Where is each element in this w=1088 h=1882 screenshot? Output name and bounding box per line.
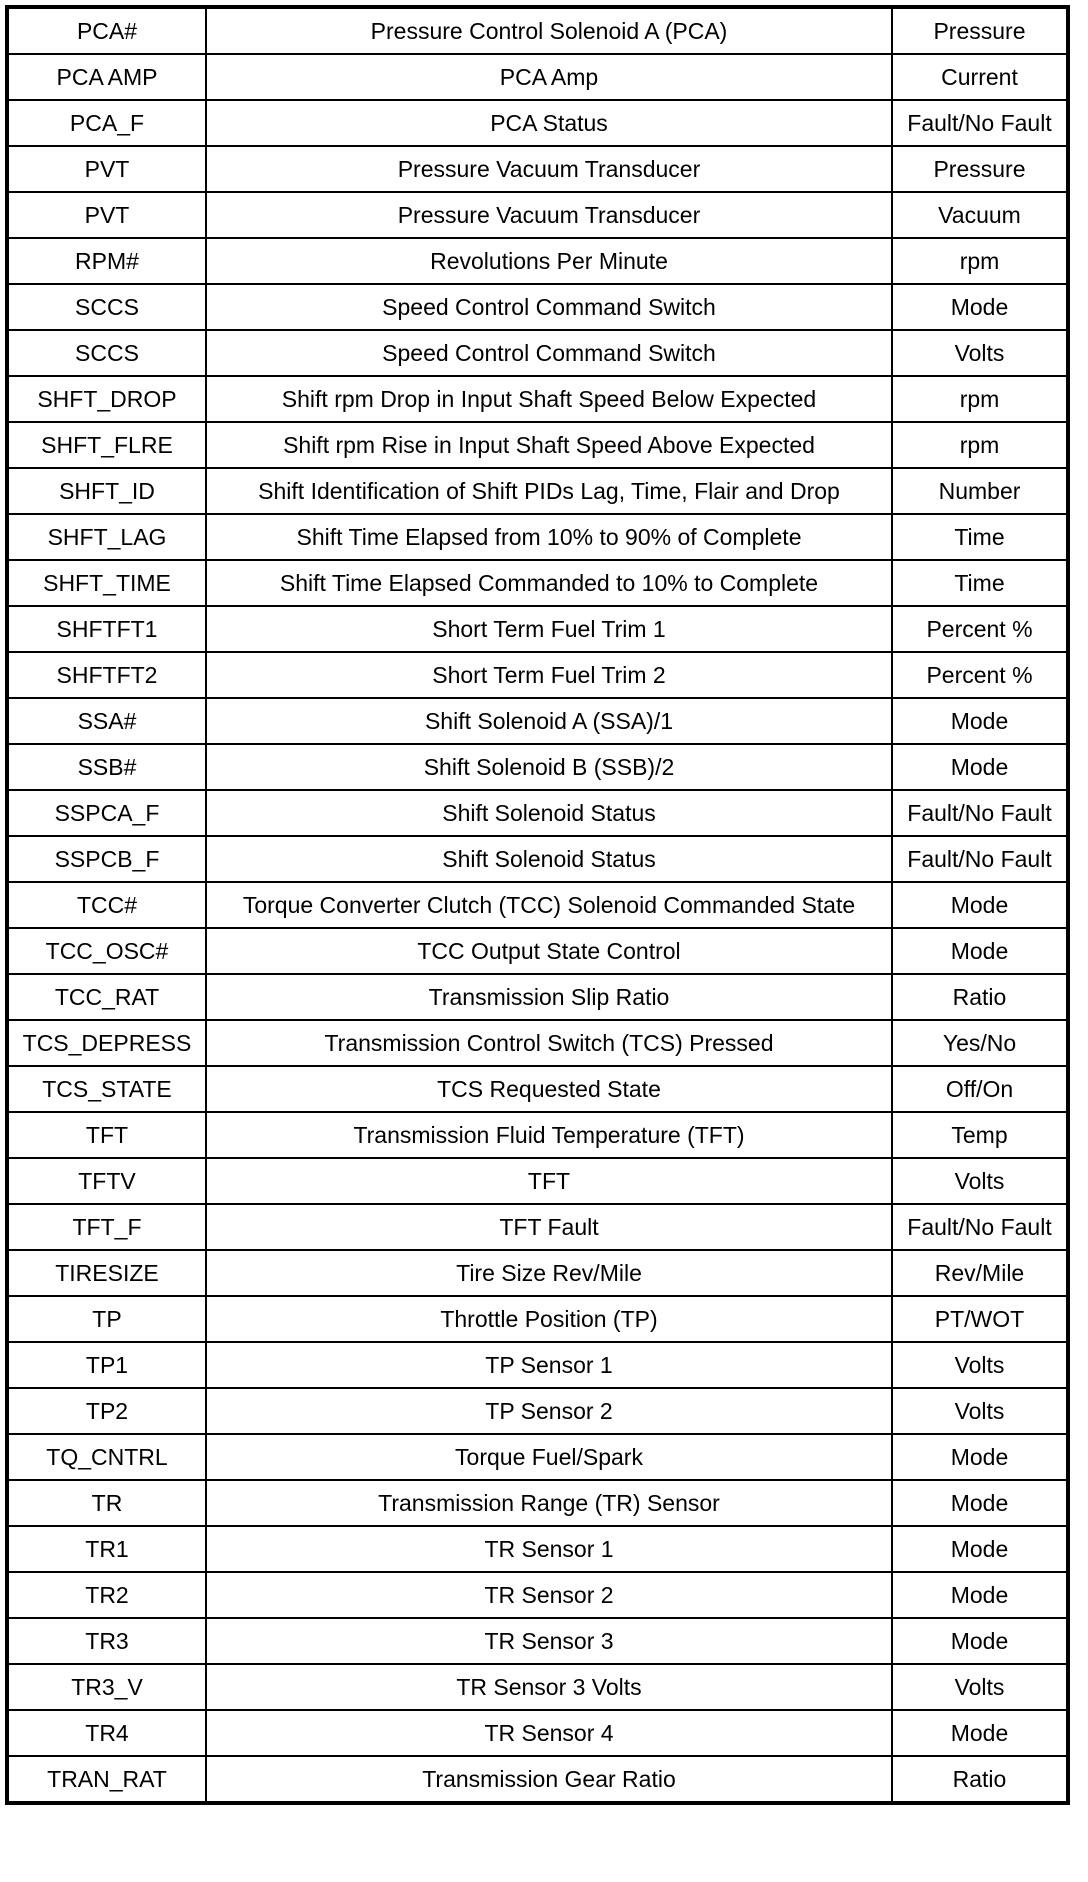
table-row bbox=[7, 882, 1068, 928]
unit-cell: Mode bbox=[892, 1572, 1068, 1618]
table-row bbox=[7, 1296, 1068, 1342]
table-row bbox=[7, 790, 1068, 836]
table-row bbox=[7, 652, 1068, 698]
description-cell: Pressure Vacuum Transducer bbox=[206, 192, 892, 238]
table-row bbox=[7, 974, 1068, 1020]
pid-cell: SHFT_DROP bbox=[7, 376, 206, 422]
table-row bbox=[7, 1250, 1068, 1296]
table-row bbox=[7, 100, 1068, 146]
description-cell: Shift rpm Drop in Input Shaft Speed Below Expected bbox=[206, 376, 892, 422]
description-cell: PCA Amp bbox=[206, 54, 892, 100]
description-cell: TR Sensor 3 bbox=[206, 1618, 892, 1664]
table-row bbox=[7, 146, 1068, 192]
description-cell: Speed Control Command Switch bbox=[206, 284, 892, 330]
description-cell: Speed Control Command Switch bbox=[206, 330, 892, 376]
pid-cell: PCA AMP bbox=[7, 54, 206, 100]
unit-cell: rpm bbox=[892, 376, 1068, 422]
pid-cell: PVT bbox=[7, 192, 206, 238]
pid-cell: TCS_STATE bbox=[7, 1066, 206, 1112]
pid-cell: SHFTFT1 bbox=[7, 606, 206, 652]
unit-cell: rpm bbox=[892, 238, 1068, 284]
unit-cell: Off/On bbox=[892, 1066, 1068, 1112]
table-row bbox=[7, 1066, 1068, 1112]
table-row bbox=[7, 744, 1068, 790]
unit-cell: Mode bbox=[892, 882, 1068, 928]
unit-cell: Yes/No bbox=[892, 1020, 1068, 1066]
pid-cell: SHFTFT2 bbox=[7, 652, 206, 698]
table-row bbox=[7, 1434, 1068, 1480]
pid-cell: TR4 bbox=[7, 1710, 206, 1756]
table-row bbox=[7, 514, 1068, 560]
pid-cell: SHFT_ID bbox=[7, 468, 206, 514]
pid-cell: TR1 bbox=[7, 1526, 206, 1572]
unit-cell: Number bbox=[892, 468, 1068, 514]
description-cell: Shift Time Elapsed Commanded to 10% to Complete bbox=[206, 560, 892, 606]
table-row bbox=[7, 1112, 1068, 1158]
description-cell: TR Sensor 3 Volts bbox=[206, 1664, 892, 1710]
unit-cell: Mode bbox=[892, 284, 1068, 330]
pid-cell: TP bbox=[7, 1296, 206, 1342]
unit-cell: Fault/No Fault bbox=[892, 836, 1068, 882]
unit-cell: Mode bbox=[892, 1480, 1068, 1526]
pid-cell: SHFT_FLRE bbox=[7, 422, 206, 468]
pid-cell: TFTV bbox=[7, 1158, 206, 1204]
description-cell: Torque Converter Clutch (TCC) Solenoid Commanded State bbox=[206, 882, 892, 928]
pid-cell: SSB# bbox=[7, 744, 206, 790]
description-cell: Shift Identification of Shift PIDs Lag, Time, Flair and Drop bbox=[206, 468, 892, 514]
unit-cell: Percent % bbox=[892, 606, 1068, 652]
pid-cell: TP1 bbox=[7, 1342, 206, 1388]
pid-cell: TR2 bbox=[7, 1572, 206, 1618]
unit-cell: Mode bbox=[892, 1710, 1068, 1756]
description-cell: TR Sensor 2 bbox=[206, 1572, 892, 1618]
pid-cell: PCA_F bbox=[7, 100, 206, 146]
pid-cell: SSPCB_F bbox=[7, 836, 206, 882]
unit-cell: Pressure bbox=[892, 7, 1068, 54]
pid-cell: TCC# bbox=[7, 882, 206, 928]
description-cell: Transmission Gear Ratio bbox=[206, 1756, 892, 1803]
pid-cell: SSA# bbox=[7, 698, 206, 744]
table-row bbox=[7, 192, 1068, 238]
unit-cell: Percent % bbox=[892, 652, 1068, 698]
unit-cell: Vacuum bbox=[892, 192, 1068, 238]
description-cell: Revolutions Per Minute bbox=[206, 238, 892, 284]
unit-cell: rpm bbox=[892, 422, 1068, 468]
pid-cell: SHFT_LAG bbox=[7, 514, 206, 560]
description-cell: TR Sensor 1 bbox=[206, 1526, 892, 1572]
description-cell: Pressure Vacuum Transducer bbox=[206, 146, 892, 192]
pid-cell: TCS_DEPRESS bbox=[7, 1020, 206, 1066]
table-row bbox=[7, 1618, 1068, 1664]
table-row bbox=[7, 1710, 1068, 1756]
pid-cell: TP2 bbox=[7, 1388, 206, 1434]
table-row bbox=[7, 1388, 1068, 1434]
unit-cell: Mode bbox=[892, 1618, 1068, 1664]
unit-cell: Mode bbox=[892, 744, 1068, 790]
pid-cell: PCA# bbox=[7, 7, 206, 54]
description-cell: TFT bbox=[206, 1158, 892, 1204]
table-row bbox=[7, 422, 1068, 468]
table-row bbox=[7, 606, 1068, 652]
table-row bbox=[7, 468, 1068, 514]
description-cell: Shift Time Elapsed from 10% to 90% of Complete bbox=[206, 514, 892, 560]
unit-cell: Pressure bbox=[892, 146, 1068, 192]
table-row bbox=[7, 1342, 1068, 1388]
description-cell: Short Term Fuel Trim 2 bbox=[206, 652, 892, 698]
description-cell: TP Sensor 2 bbox=[206, 1388, 892, 1434]
description-cell: TFT Fault bbox=[206, 1204, 892, 1250]
unit-cell: Volts bbox=[892, 1158, 1068, 1204]
table-row bbox=[7, 560, 1068, 606]
description-cell: TR Sensor 4 bbox=[206, 1710, 892, 1756]
pid-cell: RPM# bbox=[7, 238, 206, 284]
unit-cell: Mode bbox=[892, 928, 1068, 974]
unit-cell: Volts bbox=[892, 330, 1068, 376]
table-row bbox=[7, 836, 1068, 882]
table-row bbox=[7, 1526, 1068, 1572]
description-cell: Torque Fuel/Spark bbox=[206, 1434, 892, 1480]
pid-cell: SCCS bbox=[7, 330, 206, 376]
table-row bbox=[7, 1664, 1068, 1710]
table-row bbox=[7, 7, 1068, 54]
unit-cell: Rev/Mile bbox=[892, 1250, 1068, 1296]
description-cell: Transmission Fluid Temperature (TFT) bbox=[206, 1112, 892, 1158]
pid-table-body bbox=[7, 7, 1068, 1803]
pid-cell: TFT bbox=[7, 1112, 206, 1158]
pid-cell: TCC_RAT bbox=[7, 974, 206, 1020]
unit-cell: Temp bbox=[892, 1112, 1068, 1158]
description-cell: Shift Solenoid B (SSB)/2 bbox=[206, 744, 892, 790]
unit-cell: Fault/No Fault bbox=[892, 100, 1068, 146]
description-cell: Throttle Position (TP) bbox=[206, 1296, 892, 1342]
pid-cell: TRAN_RAT bbox=[7, 1756, 206, 1803]
table-row bbox=[7, 698, 1068, 744]
unit-cell: Mode bbox=[892, 698, 1068, 744]
description-cell: TCS Requested State bbox=[206, 1066, 892, 1112]
table-row bbox=[7, 928, 1068, 974]
description-cell: TCC Output State Control bbox=[206, 928, 892, 974]
description-cell: Tire Size Rev/Mile bbox=[206, 1250, 892, 1296]
table-row bbox=[7, 1572, 1068, 1618]
unit-cell: Mode bbox=[892, 1526, 1068, 1572]
table-row bbox=[7, 1158, 1068, 1204]
pid-cell: TR3 bbox=[7, 1618, 206, 1664]
unit-cell: Volts bbox=[892, 1342, 1068, 1388]
unit-cell: Current bbox=[892, 54, 1068, 100]
unit-cell: Fault/No Fault bbox=[892, 790, 1068, 836]
description-cell: Short Term Fuel Trim 1 bbox=[206, 606, 892, 652]
description-cell: Shift Solenoid Status bbox=[206, 790, 892, 836]
table-row bbox=[7, 1204, 1068, 1250]
description-cell: Transmission Control Switch (TCS) Pressed bbox=[206, 1020, 892, 1066]
unit-cell: Fault/No Fault bbox=[892, 1204, 1068, 1250]
table-row bbox=[7, 330, 1068, 376]
pid-table bbox=[5, 5, 1070, 1805]
table-row bbox=[7, 376, 1068, 422]
pid-cell: TCC_OSC# bbox=[7, 928, 206, 974]
unit-cell: Time bbox=[892, 514, 1068, 560]
pid-cell: SCCS bbox=[7, 284, 206, 330]
unit-cell: Time bbox=[892, 560, 1068, 606]
description-cell: PCA Status bbox=[206, 100, 892, 146]
description-cell: Pressure Control Solenoid A (PCA) bbox=[206, 7, 892, 54]
pid-cell: TIRESIZE bbox=[7, 1250, 206, 1296]
table-row bbox=[7, 54, 1068, 100]
pid-cell: SHFT_TIME bbox=[7, 560, 206, 606]
table-row bbox=[7, 1480, 1068, 1526]
table-row bbox=[7, 238, 1068, 284]
unit-cell: Ratio bbox=[892, 1756, 1068, 1803]
pid-cell: TR3_V bbox=[7, 1664, 206, 1710]
table-row bbox=[7, 284, 1068, 330]
unit-cell: Ratio bbox=[892, 974, 1068, 1020]
table-row bbox=[7, 1756, 1068, 1803]
description-cell: Shift Solenoid A (SSA)/1 bbox=[206, 698, 892, 744]
description-cell: Shift Solenoid Status bbox=[206, 836, 892, 882]
description-cell: TP Sensor 1 bbox=[206, 1342, 892, 1388]
table-row bbox=[7, 1020, 1068, 1066]
unit-cell: PT/WOT bbox=[892, 1296, 1068, 1342]
unit-cell: Volts bbox=[892, 1388, 1068, 1434]
description-cell: Transmission Range (TR) Sensor bbox=[206, 1480, 892, 1526]
pid-cell: SSPCA_F bbox=[7, 790, 206, 836]
pid-cell: TFT_F bbox=[7, 1204, 206, 1250]
description-cell: Shift rpm Rise in Input Shaft Speed Above Expected bbox=[206, 422, 892, 468]
pid-cell: PVT bbox=[7, 146, 206, 192]
unit-cell: Volts bbox=[892, 1664, 1068, 1710]
unit-cell: Mode bbox=[892, 1434, 1068, 1480]
description-cell: Transmission Slip Ratio bbox=[206, 974, 892, 1020]
pid-cell: TR bbox=[7, 1480, 206, 1526]
pid-cell: TQ_CNTRL bbox=[7, 1434, 206, 1480]
